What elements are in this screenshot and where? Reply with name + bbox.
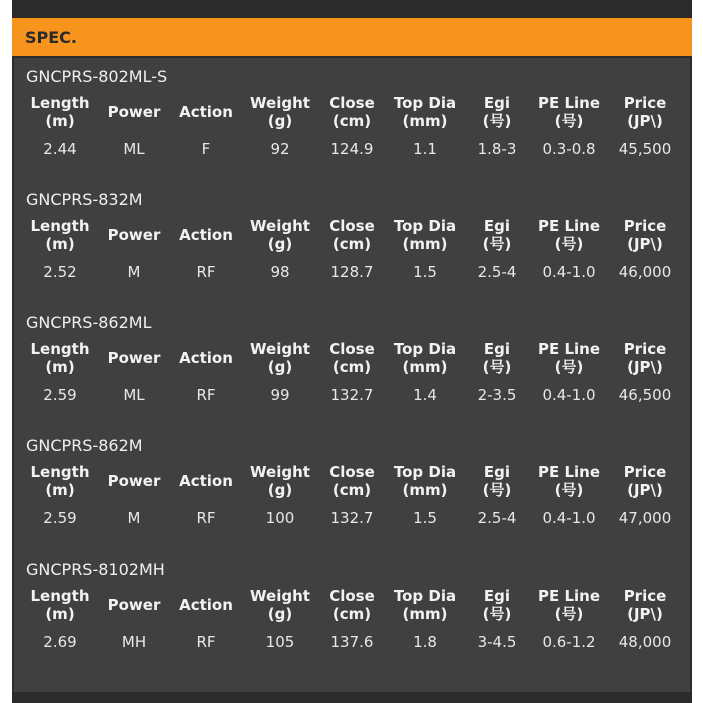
column-header-line1: Length [30,94,90,112]
column-header [171,585,241,625]
spec-value: M [127,509,141,527]
column-header-label [179,226,233,244]
column-header [171,461,241,501]
spec-value: 45,500 [618,140,672,158]
column-header [469,338,525,378]
column-header [20,92,100,132]
column-header-line2: (号) [554,481,584,499]
column-header-line2: (g) [267,112,293,130]
column-header [20,215,100,255]
spec-value: 1.5 [413,263,437,281]
model-block [14,58,690,181]
column-header-label [483,587,512,623]
column-header-label [31,587,90,623]
column-header-line1: Action [179,103,233,121]
column-header [20,585,100,625]
column-header [469,92,525,132]
column-header-line2: (cm) [332,235,372,253]
column-header [533,338,605,378]
column-header-line1: Length [30,340,90,358]
column-header-line2: (m) [45,358,75,376]
column-header [20,338,100,378]
spec-value: 105 [265,633,295,651]
column-header [611,338,679,378]
column-header-label [329,94,375,130]
column-header-label [538,587,600,623]
column-header-label [483,463,512,499]
column-header-line1: Power [107,349,161,367]
model-name: GNCPRS-862ML [26,313,152,332]
spec-value: 0.4-1.0 [542,263,596,281]
column-header [99,585,169,625]
column-header [611,215,679,255]
column-header-line2: (号) [554,112,584,130]
spec-value: 1.4 [413,386,437,404]
column-header-label [250,463,310,499]
column-header-line1: Egi [483,94,511,112]
column-header [533,92,605,132]
column-header-label [31,94,90,130]
spec-value: RF [196,386,216,404]
column-header-line2: (cm) [332,481,372,499]
column-header [99,215,169,255]
spec-value: 46,500 [618,386,672,404]
column-header-line1: Power [107,103,161,121]
spec-value: 1.1 [413,140,437,158]
column-header-line2: (号) [554,605,584,623]
spec-value: 132.7 [330,509,374,527]
column-header-line1: Power [107,226,161,244]
spec-value: 2.59 [43,386,77,404]
column-header [319,215,385,255]
spec-value: MH [121,633,147,651]
column-header-line1: Action [179,472,233,490]
column-header-label [250,217,310,253]
column-header-line1: Close [329,217,375,235]
column-header-label [179,472,233,490]
column-header-line1: PE Line [537,587,600,605]
column-header-line1: Close [329,94,375,112]
column-header-label [250,340,310,376]
column-header-line1: Price [623,217,667,235]
column-header [469,461,525,501]
model-block [14,551,690,674]
column-header-line2: (cm) [332,112,372,130]
spec-value: 100 [265,509,295,527]
spec-value: 2.69 [43,633,77,651]
spec-value: 0.6-1.2 [542,633,596,651]
column-header-label [538,463,600,499]
spec-value: 47,000 [618,509,672,527]
column-header-line2: (mm) [402,112,448,130]
column-header-label [329,587,375,623]
column-header-line1: Price [623,587,667,605]
column-header [533,585,605,625]
column-header-label [394,94,456,130]
column-header-label [394,217,456,253]
column-header-line2: (mm) [402,605,448,623]
column-header [99,338,169,378]
column-header [244,92,316,132]
column-header-line1: Egi [483,587,511,605]
column-header-line1: Close [329,340,375,358]
column-header-label [624,217,667,253]
column-header-line1: Action [179,349,233,367]
column-header-label [179,596,233,614]
column-header-line1: Top Dia [393,94,457,112]
column-header-line1: Top Dia [393,217,457,235]
column-header-label [538,217,600,253]
spec-value: ML [123,140,145,158]
column-header-label [394,587,456,623]
column-header-label [108,472,161,490]
column-header-line1: Weight [250,340,310,358]
column-header-label [108,226,161,244]
column-header [387,338,463,378]
spec-value: 137.6 [330,633,374,651]
column-header-label [624,340,667,376]
column-header-label [31,463,90,499]
column-header [244,585,316,625]
column-header [387,92,463,132]
column-header-line2: (JP\) [627,605,663,623]
column-header [244,461,316,501]
column-header-line2: (mm) [402,235,448,253]
column-header-label [538,94,600,130]
column-header [611,585,679,625]
column-header-line1: Price [623,94,667,112]
column-header-line1: Length [30,587,90,605]
column-header-line2: (cm) [332,358,372,376]
column-header [244,215,316,255]
spec-value: 2.5-4 [477,509,517,527]
column-header-label [483,94,512,130]
column-header [171,92,241,132]
column-header-label [624,94,667,130]
column-header [611,92,679,132]
spec-value: F [201,140,211,158]
column-header-label [538,340,600,376]
column-header-line1: Length [30,463,90,481]
column-header [99,461,169,501]
spec-value: 2.5-4 [477,263,517,281]
column-header-label [329,217,375,253]
column-header-line1: PE Line [537,217,600,235]
spec-value: 132.7 [330,386,374,404]
spec-value: RF [196,509,216,527]
column-header [533,215,605,255]
column-header-line1: Egi [483,217,511,235]
spec-value: 0.4-1.0 [542,386,596,404]
column-header-label [108,596,161,614]
column-header-line2: (mm) [402,358,448,376]
spec-value: 99 [270,386,290,404]
column-header-line2: (JP\) [627,358,663,376]
column-header-line1: Close [329,587,375,605]
column-header-line2: (m) [45,112,75,130]
column-header-line2: (m) [45,605,75,623]
column-header-label [250,587,310,623]
column-header [469,215,525,255]
column-header [319,92,385,132]
column-header-line2: (JP\) [627,481,663,499]
model-block [14,181,690,304]
column-header [171,338,241,378]
column-header [99,92,169,132]
spec-value: 124.9 [330,140,374,158]
column-header-line2: (g) [267,481,293,499]
column-header-line2: (m) [45,235,75,253]
column-header-label [624,587,667,623]
column-header-label [250,94,310,130]
spec-value: 2-3.5 [477,386,517,404]
column-header-line1: Egi [483,340,511,358]
column-header-line2: (号) [482,112,512,130]
spec-value: RF [196,263,216,281]
spec-value: 2.44 [43,140,77,158]
column-header [244,338,316,378]
column-header-label [179,349,233,367]
column-header-line2: (JP\) [627,112,663,130]
column-header-label [483,217,512,253]
model-name: GNCPRS-802ML-S [26,67,168,86]
column-header-label [329,340,375,376]
column-header [387,215,463,255]
column-header-line1: PE Line [537,340,600,358]
column-header [319,461,385,501]
column-header-label [108,349,161,367]
column-header-line1: Action [179,226,233,244]
column-header-line1: Egi [483,463,511,481]
column-header-line2: (g) [267,358,293,376]
column-header-line2: (号) [554,235,584,253]
spec-value: 98 [270,263,290,281]
column-header-line1: Top Dia [393,340,457,358]
spec-value: 2.59 [43,509,77,527]
spec-value: 48,000 [618,633,672,651]
column-header-line1: Power [107,596,161,614]
spec-value: 46,000 [618,263,672,281]
column-header [171,215,241,255]
column-header-line1: Weight [250,463,310,481]
spec-header [12,18,692,56]
spec-value: 3-4.5 [477,633,517,651]
spec-value: M [127,263,141,281]
column-header-line2: (g) [267,235,293,253]
column-header-line2: (g) [267,605,293,623]
column-header-line1: Weight [250,587,310,605]
column-header-line2: (cm) [332,605,372,623]
column-header [469,585,525,625]
column-header-line1: Top Dia [393,587,457,605]
model-name: GNCPRS-862M [26,436,143,455]
spec-value: ML [123,386,145,404]
column-header-line1: Price [623,340,667,358]
column-header-line2: (号) [482,481,512,499]
column-header-line1: Top Dia [393,463,457,481]
column-header [533,461,605,501]
model-block [14,427,690,550]
spec-value: 1.8-3 [477,140,517,158]
column-header-label [394,340,456,376]
model-name: GNCPRS-8102MH [26,560,165,579]
spec-frame [12,0,692,703]
column-header [387,461,463,501]
column-header-line1: Weight [250,94,310,112]
column-header-line1: Close [329,463,375,481]
column-header-line1: Power [107,472,161,490]
column-header [20,461,100,501]
spec-panel [14,58,690,692]
column-header-line2: (号) [554,358,584,376]
spec-value: 2.52 [43,263,77,281]
column-header-label [624,463,667,499]
column-header-label [108,103,161,121]
column-header-line1: Length [30,217,90,235]
column-header-line1: Action [179,596,233,614]
spec-value: 0.3-0.8 [542,140,596,158]
column-header [387,585,463,625]
column-header-line2: (号) [482,605,512,623]
column-header-line2: (号) [482,235,512,253]
column-header-line1: Price [623,463,667,481]
column-header-line2: (mm) [402,481,448,499]
column-header-label [394,463,456,499]
spec-value: 1.8 [413,633,437,651]
spec-title: SPEC. [25,27,77,47]
column-header [319,338,385,378]
spec-value: 0.4-1.0 [542,509,596,527]
column-header-line1: PE Line [537,463,600,481]
column-header-line1: PE Line [537,94,600,112]
column-header-line1: Weight [250,217,310,235]
column-header-label [329,463,375,499]
spec-value: 1.5 [413,509,437,527]
model-name: GNCPRS-832M [26,190,143,209]
column-header-line2: (m) [45,481,75,499]
column-header [611,461,679,501]
column-header-label [179,103,233,121]
column-header-label [483,340,512,376]
column-header-line2: (号) [482,358,512,376]
model-block [14,304,690,427]
spec-value: RF [196,633,216,651]
column-header-label [31,217,90,253]
spec-value: 128.7 [330,263,374,281]
column-header-line2: (JP\) [627,235,663,253]
column-header-label [31,340,90,376]
column-header [319,585,385,625]
spec-value: 92 [270,140,290,158]
